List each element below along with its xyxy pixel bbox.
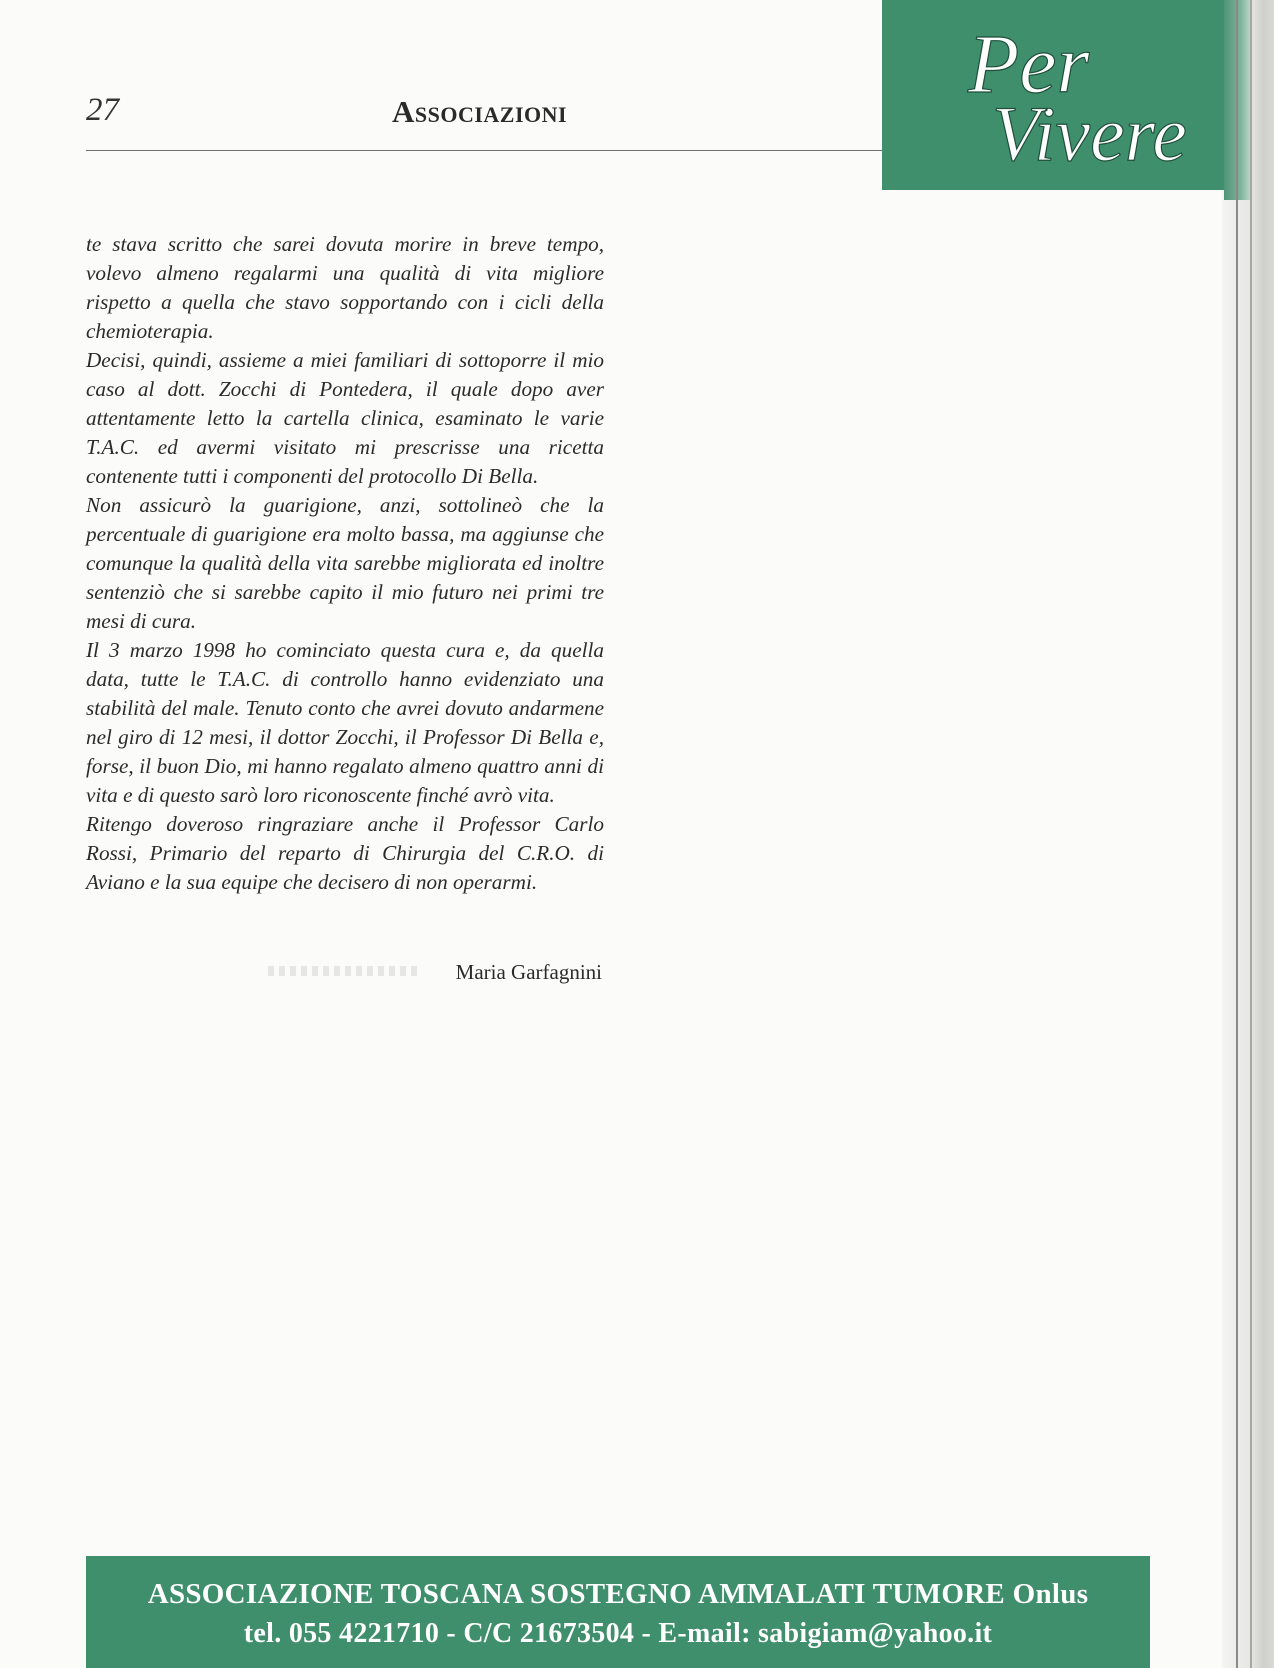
- article-paragraph: te stava scritto che sarei dovuta morire in breve tempo, volevo almeno regalarmi una qualità di vita migliore rispetto a quella che stavo sopportando con i cicli della chemioterapia.: [86, 232, 604, 343]
- page-edge: [1222, 0, 1274, 1668]
- page-edge-line: [1250, 0, 1252, 1668]
- cover-edge-strip: [1224, 0, 1252, 200]
- page-number: 27: [86, 92, 119, 128]
- footer-association-name: ASSOCIAZIONE TOSCANA SOSTEGNO AMMALATI TUMORE Onlus: [147, 1578, 1089, 1610]
- brand-logo: [882, 0, 1224, 190]
- article-body: [86, 230, 604, 897]
- article-paragraph: Il 3 marzo 1998 ho cominciato questa cura e, da quella data, tutte le T.A.C. di controllo hanno evidenziato una stabilità del male. Tenuto conto che avrei dovuto andarmene nel giro di 12 mesi, il dottor Zocchi, il Professor Di Bella e, forse, il buon Dio, mi hanno regalato almeno quattro anni di vita e di questo sarò loro riconoscente finché avrò vita.: [86, 638, 604, 807]
- brand-logo-line1: Per: [968, 18, 1090, 111]
- article-paragraph: Ritengo doveroso ringraziare anche il Professor Carlo Rossi, Primario del reparto di Chirurgia del C.R.O. di Aviano e la sua equipe che decisero di non operarmi.: [86, 812, 604, 894]
- article-author: Maria Garfagnini: [455, 960, 602, 984]
- section-title: Associazioni: [392, 94, 568, 129]
- brand-logo-box: [882, 0, 1224, 190]
- footer-contacts: tel. 055 4221710 - C/C 21673504 - E-mail: sabigiam@yahoo.it: [243, 1618, 993, 1649]
- article-paragraph: Non assicurò la guarigione, anzi, sottolineò che la percentuale di guarigione era molto bassa, ma aggiunse che comunque la qualità della vita sarebbe migliorata ed inoltre sentenziò che si sarebbe capito il mio futuro nei primi tre mesi di cura.: [86, 493, 604, 633]
- page-edge-line: [1236, 0, 1238, 1668]
- article-paragraph: Decisi, quindi, assieme a miei familiari di sottoporre il mio caso al dott. Zocchi di Pontedera, il quale dopo aver attentamente letto la cartella clinica, esaminato le varie T.A.C. ed avermi visitato mi prescrisse una ricetta contenente tutti i componenti del protocollo Di Bella.: [86, 348, 604, 488]
- footer-banner: [86, 1556, 1150, 1668]
- header-divider: [86, 150, 886, 151]
- brand-logo-line2: Vivere: [992, 90, 1187, 177]
